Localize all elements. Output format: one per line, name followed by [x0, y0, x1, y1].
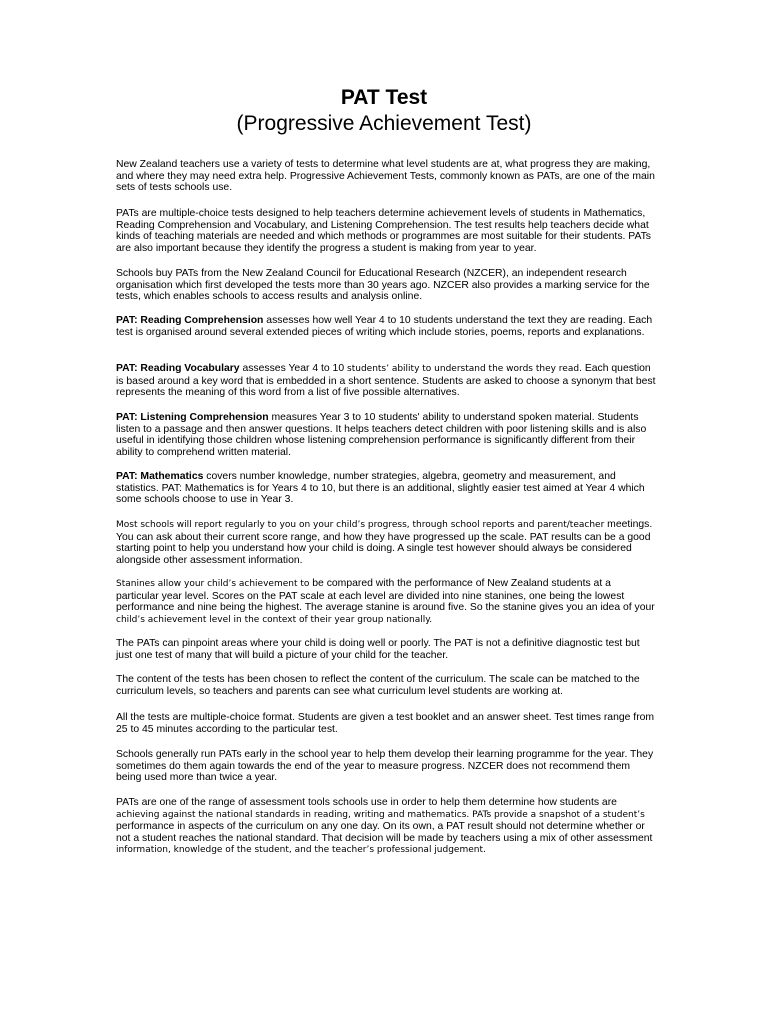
paragraph-text-alt-font: Most schools will report regularly to you on your child’s progress, through school reports and parent/teacher: [116, 520, 605, 530]
section-heading: PAT: Listening Comprehension: [116, 412, 269, 423]
title-block: [0, 85, 768, 137]
paragraph-text: All the tests are multiple-choice format. Students are given a test booklet and an answer sheet. Test times range from 25 to 45 minutes according to the particular test.: [116, 712, 655, 735]
paragraph-curriculum: [116, 674, 656, 697]
paragraph-text: measures Year 3 to 10 students' ability to understand spoken material. Students listen to a passage and then answer questions. It helps teachers detect children with poor listening skills and is also useful in identifying those children whose listening comprehension performance is significantly different from their ability to comprehend written material.: [116, 412, 647, 458]
paragraph-reading-comprehension: [116, 315, 656, 338]
page-title: PAT Test: [340, 86, 428, 109]
paragraph-mathematics: [116, 471, 656, 506]
paragraph-text-alt-font: child’s achievement level in the context of their year group nationally.: [116, 614, 433, 625]
paragraph-text: Schools generally run PATs early in the school year to help them develop their learning programme for the year. They sometimes do them again towards the end of the year to measure progress. NZCER does not recommend them being used more than twice a year.: [116, 749, 654, 784]
paragraph-stanines: [116, 578, 656, 626]
paragraph-text: covers number knowledge, number strategies, algebra, geometry and measurement, and statistics. PAT: Mathematics is for Years 4 to 10, but there is an additional, slightly easier test aimed at Year 4 which some schools choose to use in Year 3.: [116, 471, 645, 506]
paragraph-text-alt-font: students’ ability to understand the words they read.: [347, 364, 582, 374]
paragraph-pinpoint: [116, 638, 656, 661]
paragraph-text: Schools buy PATs from the New Zealand Council for Educational Research (NZCER), an independent research organisation which first developed the tests more than 30 years ago. NZCER also provides a marking service for the tests, which enables schools to access results and analysis online.: [116, 268, 650, 303]
paragraph-text: New Zealand teachers use a variety of tests to determine what level students are at, what progress they are making, and where they may need extra help. Progressive Achievement Tests, commonly known as PATs, are one of the main sets of tests schools use.: [116, 159, 655, 194]
paragraph-intro: [116, 159, 656, 194]
paragraph-text: The content of the tests has been chosen to reflect the content of the curriculum. The scale can be matched to the curriculum levels, so teachers and parents can see what curriculum level students are working at.: [116, 674, 640, 697]
section-heading: PAT: Reading Vocabulary: [116, 363, 240, 374]
paragraph-timing: [116, 749, 656, 784]
paragraph-school-reports: [116, 519, 656, 566]
paragraph-text: assesses how well Year 4 to 10 students understand the text they are reading. Each test is organised around several extended pieces of writing which include stories, poems, reports and explanations.: [116, 315, 653, 338]
paragraph-assessment-tools: [116, 797, 656, 857]
paragraph-listening-comprehension: [116, 412, 656, 458]
section-heading: PAT: Reading Comprehension: [116, 315, 264, 326]
paragraph-text: performance in aspects of the curriculum on any one day. On its own, a PAT result should not determine whether or not a student reaches the national standard. That decision will be made by teachers using a mix of other assessment: [116, 821, 653, 844]
paragraph-text-alt-font: Stanines allow your child’s achievement to: [116, 579, 310, 589]
paragraph-text: PATs are one of the range of assessment tools schools use in order to help them determine how students are: [116, 797, 617, 808]
paragraph-text: assesses Year 4 to 10: [239, 363, 348, 374]
paragraph-text-alt-font: information, knowledge of the student, and the teacher’s professional judgement.: [116, 845, 486, 856]
paragraph-text-alt-font: achieving against the national standards in reading, writing and mathematics. PATs provide a snapshot of a student’s: [116, 809, 645, 820]
section-heading: PAT: Mathematics: [116, 471, 204, 482]
paragraph-pats-overview: [116, 208, 656, 254]
paragraph-nzcer: [116, 268, 656, 303]
paragraph-text: meetings. You can ask about their current score range, and how they have progressed up the scale. PAT results can be a good starting point to help you understand how your child is doing. A single test however should always be considered alongside other assessment information.: [116, 519, 653, 566]
paragraph-text: be compared with the performance of New Zealand students at a particular year level. Scores on the PAT scale at each level are divided into nine stanines, one being the lowest performance and nine being the highest. The average stanine is around five. So the stanine gives you an idea of your: [116, 578, 655, 614]
paragraph-text: The PATs can pinpoint areas where your child is doing well or poorly. The PAT is not a definitive diagnostic test but just one test of many that will build a picture of your child for the teacher.: [116, 638, 640, 661]
paragraph-format: [116, 712, 656, 735]
paragraph-text: Each question is based around a key word that is embedded in a short sentence. Students are asked to choose a synonym that best represents the meaning of this word from a list of five possible alternatives.: [116, 363, 656, 399]
paragraph-text: PATs are multiple-choice tests designed to help teachers determine achievement levels of students in Mathematics, Reading Comprehension and Vocabulary, and Listening Comprehension. The test results help teachers decide what kinds of teaching materials are needed and which methods or programmes are most suitable for their students. PATs are also important because they identify the progress a student is making from year to year.: [116, 208, 651, 254]
paragraph-reading-vocabulary: [116, 363, 656, 399]
page-subtitle: (Progressive Achievement Test): [236, 112, 532, 135]
